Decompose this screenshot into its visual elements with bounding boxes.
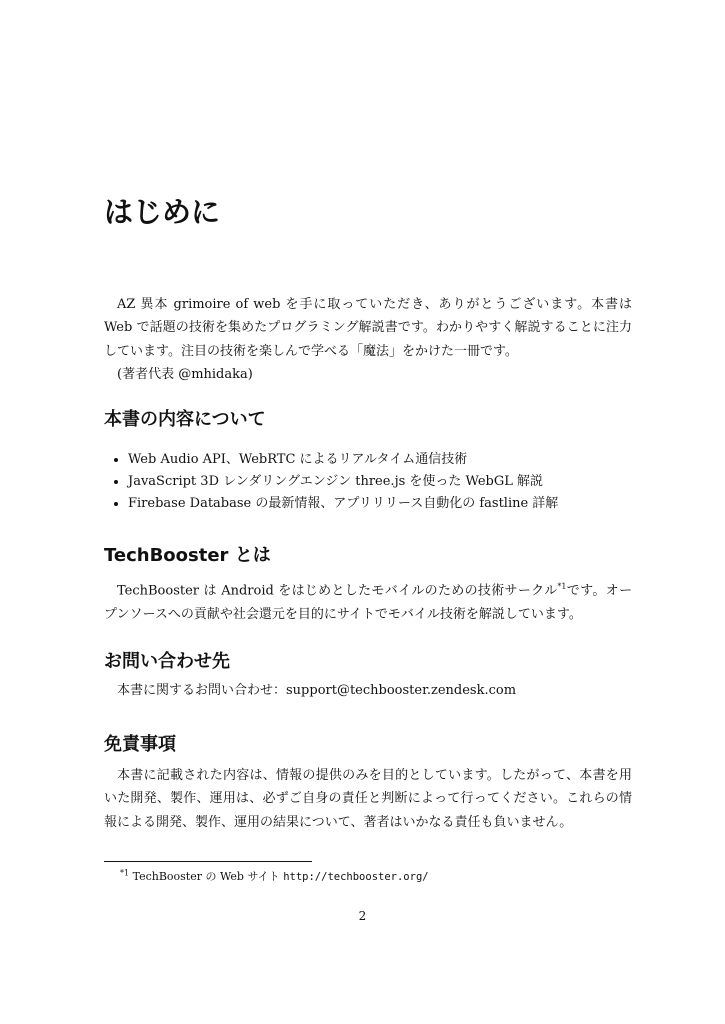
disclaimer-heading: 免責事項	[104, 734, 176, 755]
list-item: • Web Audio API、WebRTC によるリアルタイム通信技術	[128, 449, 656, 471]
page-number: 2	[358, 909, 367, 923]
page-title: はじめに	[104, 195, 221, 229]
list-item: • Firebase Database の最新情報、アプリリリース自動化の fastline 詳解	[128, 493, 656, 515]
intro-signature: (著者代表 @mhidaka)	[117, 367, 253, 382]
footnote-divider	[104, 861, 312, 862]
contents-list	[104, 449, 656, 515]
footnote-reference[interactable]: *1	[557, 582, 567, 591]
contact-heading: お問い合わせ先	[104, 651, 230, 672]
techbooster-text-after: です。オープンソースへの貢献や社会還元を目的にサイトでモバイル技術を解説しています。	[104, 583, 632, 622]
list-item: • JavaScript 3D レンダリングエンジン three.js を使った WebGL 解説	[128, 471, 656, 493]
disclaimer-paragraph: 本書に記載された内容は、情報の提供のみを目的としています。したがって、本書を用いた開発、製作、運用は、必ずご自身の責任と判断によって行ってください。これらの情報による開発、製作、運用の結果について、著者はいかなる責任も負いません。	[104, 768, 632, 830]
intro-paragraph: AZ 異本 grimoire of web を手に取っていただき、ありがとうございます。本書は Web で話題の技術を集めたプログラミング解説書です。わかりやすく解説することに注力しています。注目の技術を楽しんで学べる「魔法」をかけた一冊です。	[104, 297, 632, 359]
footnote-mark: *1	[120, 868, 130, 878]
contact-text: 本書に関するお問い合わせ：support@techbooster.zendesk.com	[117, 683, 517, 698]
footnote-text: TechBooster の Web サイト	[132, 870, 280, 883]
footnote	[120, 868, 429, 884]
contents-heading: 本書の内容について	[104, 409, 266, 430]
techbooster-heading: TechBooster とは	[104, 545, 271, 566]
techbooster-paragraph	[104, 575, 632, 626]
techbooster-text: TechBooster は Android をはじめとしたモバイルのための技術サークル	[117, 583, 558, 599]
footnote-url[interactable]: http://techbooster.org/	[283, 871, 429, 883]
